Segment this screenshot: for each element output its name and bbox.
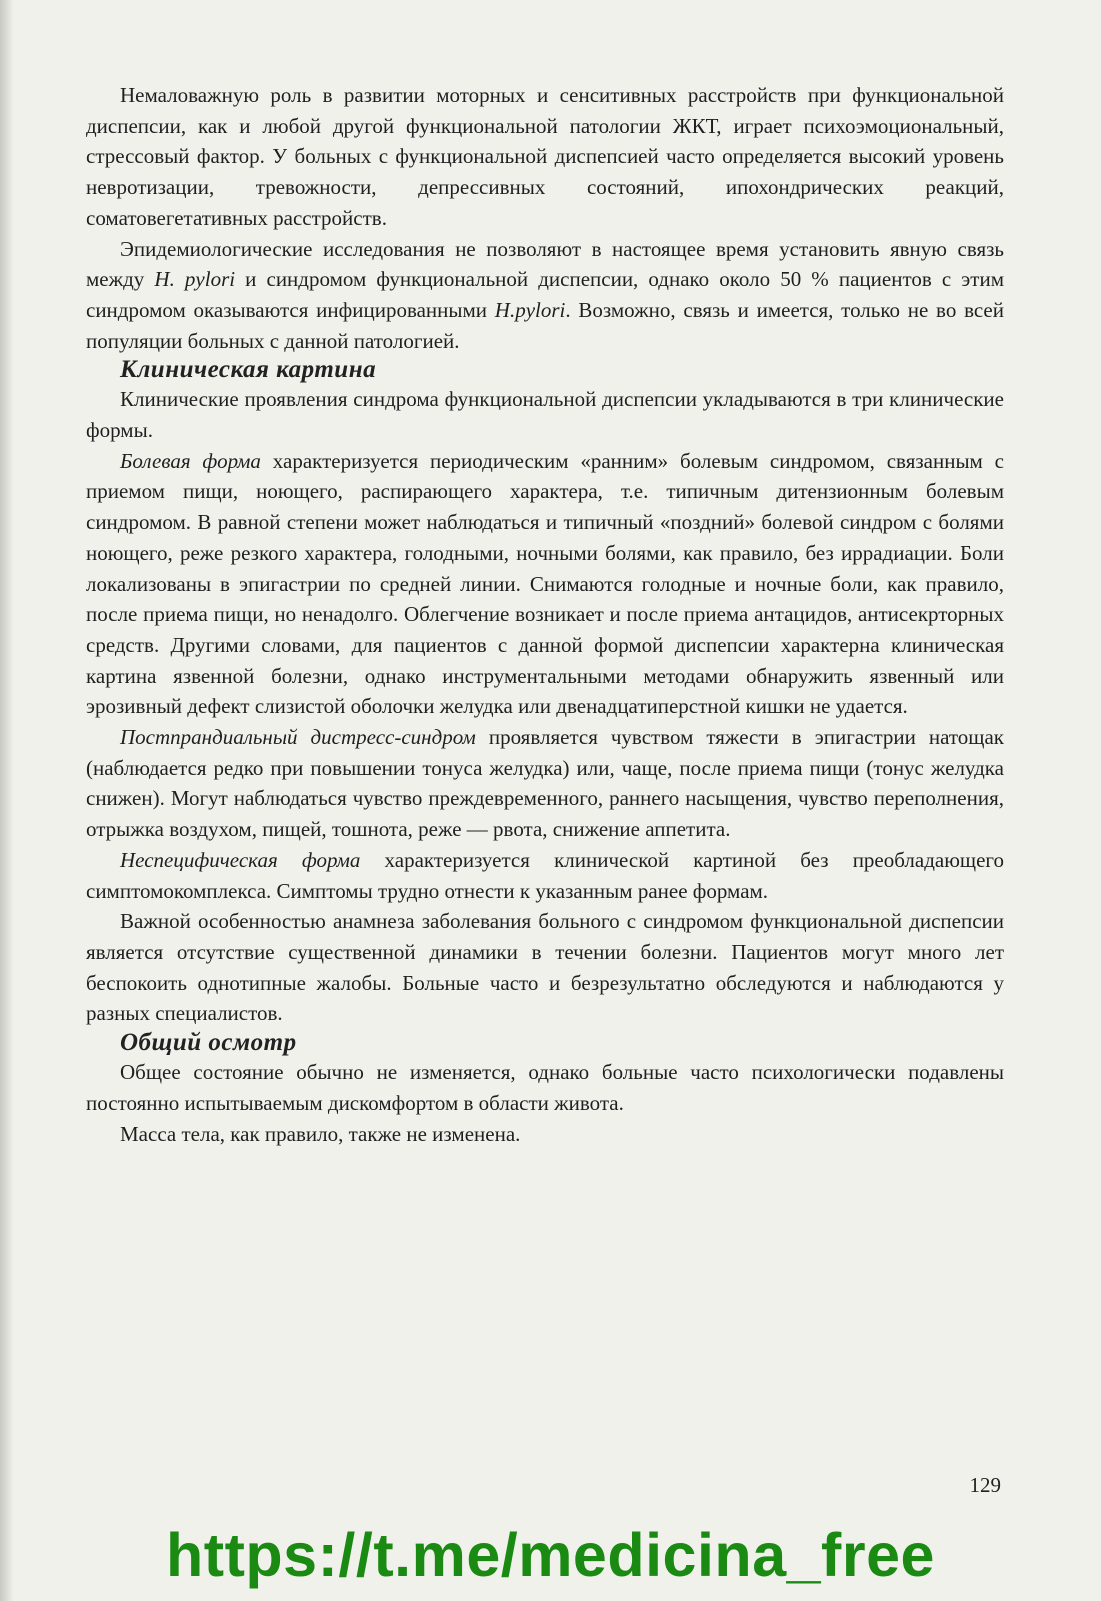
watermark-link: https://t.me/medicina_free bbox=[166, 1521, 935, 1589]
paragraph-anamnesis: Важной особенностью анамнеза заболевания больного с синдромом функциональной диспепсии является отсутствие существенной динамики в течении болезни. Пациентов могут много лет беспокоить однотипные жалобы. Больные часто и безрезультатно обследуются и наблюдаются у разных специалистов. bbox=[86, 909, 1004, 1026]
nonspecific-text: характеризуется клинической картиной без преобладающего симптомокомплекса. Симптомы трудно отнести к указанным ранее формам. bbox=[86, 847, 1004, 903]
section-title-exam: Общий осмотр bbox=[120, 1029, 297, 1057]
paragraph-psychoemotional: Немаловажную роль в развитии моторных и сенситивных расстройств при функциональной диспепсии, как и любой другой функциональной патологии ЖКТ, играет психоэмоциональный, стрессовый фактор. У больных с функциональной диспепсией часто определяется высокий уровень невротизации, тревожности, депрессивных состояний, ипохондрических реакций, соматовегетативных расстройств. bbox=[86, 83, 1004, 230]
page-content bbox=[86, 80, 1004, 1149]
paragraph-pain-form bbox=[86, 446, 1004, 722]
epidemiology-text-3: . Возможно, связь и имеется, только не во всей популяции больных с данной патологией. bbox=[86, 297, 1004, 353]
hpylori-term-2: H.pylori bbox=[494, 297, 566, 322]
page-number: 129 bbox=[969, 1473, 1001, 1497]
paragraph-nonspecific bbox=[86, 845, 1004, 906]
term-postprandial: Постпрандиальный дистресс-синдром bbox=[120, 725, 476, 750]
section-title-clinical: Клиническая картина bbox=[120, 356, 377, 384]
term-pain-form: Болевая форма bbox=[120, 448, 261, 473]
paragraph-exam-2: Масса тела, как правило, также не изменена. bbox=[120, 1121, 521, 1146]
hpylori-term-1: H. pylori bbox=[154, 267, 236, 292]
term-nonspecific: Неспецифическая форма bbox=[120, 847, 361, 872]
paragraph-epidemiology bbox=[86, 234, 1004, 357]
page-edge-shadow bbox=[0, 0, 14, 1601]
paragraph-postprandial bbox=[86, 722, 1004, 845]
paragraph-exam-1: Общее состояние обычно не изменяется, однако больные часто психологически подавлены постоянно испытываемым дискомфортом в области живота. bbox=[86, 1060, 1004, 1115]
epidemiology-text-2: и синдромом функциональной диспепсии, однако около 50 % пациентов с этим синдромом оказываются инфицированными bbox=[86, 267, 1005, 322]
pain-form-text: характеризуется периодическим «ранним» болевым синдромом, связанным с приемом пищи, ноющего, распирающего характера, т.е. типичным дитензионным болевым синдромом. В равной степени может наблюдаться и типичный «поздний» болевой синдром с болями ноющего, реже резкого характера, голодными, ночными болями, как правило, без иррадиации. Боли локализованы в эпигастрии по средней линии. Снимаются голодные и ночные боли, как правило, после приема пищи, но ненадолго. Облегчение возникает и после приема антацидов, антисекрторных средств. Другими словами, для пациентов с данной формой диспепсии характерна клиническая картина язвенной болезни, однако инструментальными методами обнаружить язвенный или эрозивный дефект слизистой оболочки желудка или двенадцатиперстной кишки не удается. bbox=[86, 448, 1005, 719]
postprandial-text: проявляется чувством тяжести в эпигастрии натощак (наблюдается редко при повышении тонуса желудка) или, чаще, после приема пищи (тонус желудка снижен). Могут наблюдаться чувство преждевременного, раннего насыщения, чувство переполнения, отрыжка воздухом, пищей, тошнота, реже — рвота, снижение аппетита. bbox=[86, 725, 1004, 842]
epidemiology-text-1: Эпидемиологические исследования не позволяют в настоящее время установить явную связь между bbox=[86, 236, 1004, 292]
paragraph-clinical-intro: Клинические проявления синдрома функциональной диспепсии укладываются в три клинические формы. bbox=[86, 387, 1004, 443]
